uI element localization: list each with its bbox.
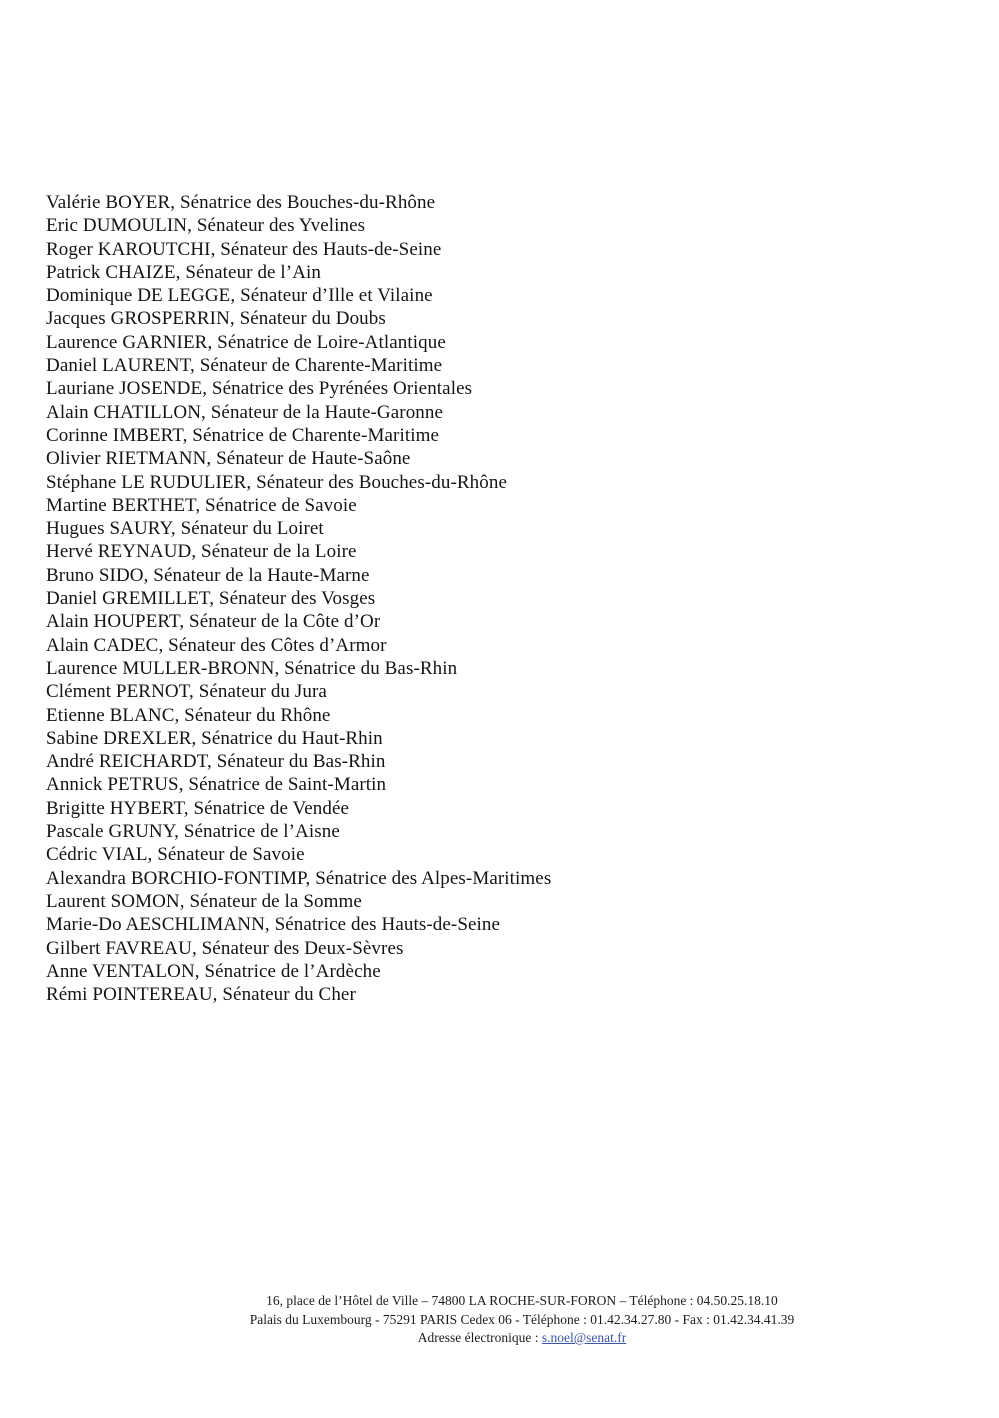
senator-line: Alain HOUPERT, Sénateur de la Côte d’Or (46, 611, 381, 633)
senator-line: Corinne IMBERT, Sénatrice de Charente-Maritime (46, 424, 440, 446)
senator-line: Daniel LAURENT, Sénateur de Charente-Maritime (46, 355, 443, 377)
footer-email-line (45, 1329, 999, 1348)
senator-list (46, 191, 969, 1006)
senator-line: Laurence MULLER-BRONN, Sénatrice du Bas-Rhin (46, 657, 458, 679)
senator-line: Sabine DREXLER, Sénatrice du Haut-Rhin (46, 727, 383, 749)
senator-line: Brigitte HYBERT, Sénatrice de Vendée (46, 797, 350, 819)
senator-line: André REICHARDT, Sénateur du Bas-Rhin (46, 751, 386, 773)
senator-line: Martine BERTHET, Sénatrice de Savoie (46, 494, 357, 516)
senator-line: Daniel GREMILLET, Sénateur des Vosges (46, 588, 376, 610)
senator-line: Etienne BLANC, Sénateur du Rhône (46, 704, 331, 726)
senator-line: Cédric VIAL, Sénateur de Savoie (46, 844, 305, 866)
senator-line: Olivier RIETMANN, Sénateur de Haute-Saône (46, 448, 411, 470)
senator-line: Laurence GARNIER, Sénatrice de Loire-Atlantique (46, 331, 446, 353)
senator-line: Jacques GROSPERRIN, Sénateur du Doubs (46, 308, 386, 330)
senator-line: Gilbert FAVREAU, Sénateur des Deux-Sèvres (46, 937, 404, 959)
senator-line: Hervé REYNAUD, Sénateur de la Loire (46, 541, 357, 563)
senator-line: Rémi POINTEREAU, Sénateur du Cher (46, 984, 356, 1006)
senator-line: Dominique DE LEGGE, Sénateur d’Ille et Vilaine (46, 285, 433, 307)
senator-line: Alain CADEC, Sénateur des Côtes d’Armor (46, 634, 387, 656)
footer-address-line-2: Palais du Luxembourg - 75291 PARIS Cedex 06 - Téléphone : 01.42.34.27.80 - Fax : 01.42.34.41.39 (249, 1311, 795, 1327)
senator-line: Roger KAROUTCHI, Sénateur des Hauts-de-Seine (46, 238, 442, 260)
senator-line: Annick PETRUS, Sénatrice de Saint-Martin (46, 774, 387, 796)
email-link[interactable]: s.noel@senat.fr (541, 1330, 627, 1345)
senator-line: Lauriane JOSENDE, Sénatrice des Pyrénées Orientales (46, 378, 473, 400)
senator-line: Patrick CHAIZE, Sénateur de l’Ain (46, 261, 322, 283)
senator-line: Valérie BOYER, Sénatrice des Bouches-du-Rhône (46, 192, 436, 213)
senator-line: Pascale GRUNY, Sénatrice de l’Aisne (46, 821, 340, 843)
senator-line: Clément PERNOT, Sénateur du Jura (46, 681, 327, 703)
senator-line: Marie-Do AESCHLIMANN, Sénatrice des Hauts-de-Seine (46, 914, 501, 936)
footer-email-label: Adresse électronique : (417, 1330, 542, 1345)
senator-line: Hugues SAURY, Sénateur du Loiret (46, 518, 324, 540)
senator-line: Alain CHATILLON, Sénateur de la Haute-Garonne (46, 401, 444, 423)
senator-line: Bruno SIDO, Sénateur de la Haute-Marne (46, 564, 370, 586)
senator-line: Eric DUMOULIN, Sénateur des Yvelines (46, 215, 366, 237)
footer-address-line-1: 16, place de l’Hôtel de Ville – 74800 LA ROCHE-SUR-FORON – Téléphone : 04.50.25.18.10 (266, 1293, 778, 1308)
senator-line: Alexandra BORCHIO-FONTIMP, Sénatrice des Alpes-Maritimes (46, 867, 552, 889)
senator-line: Anne VENTALON, Sénatrice de l’Ardèche (46, 960, 381, 982)
senator-line: Laurent SOMON, Sénateur de la Somme (46, 890, 362, 912)
page-footer (45, 1292, 999, 1348)
senator-line: Stéphane LE RUDULIER, Sénateur des Bouches-du-Rhône (46, 471, 507, 493)
